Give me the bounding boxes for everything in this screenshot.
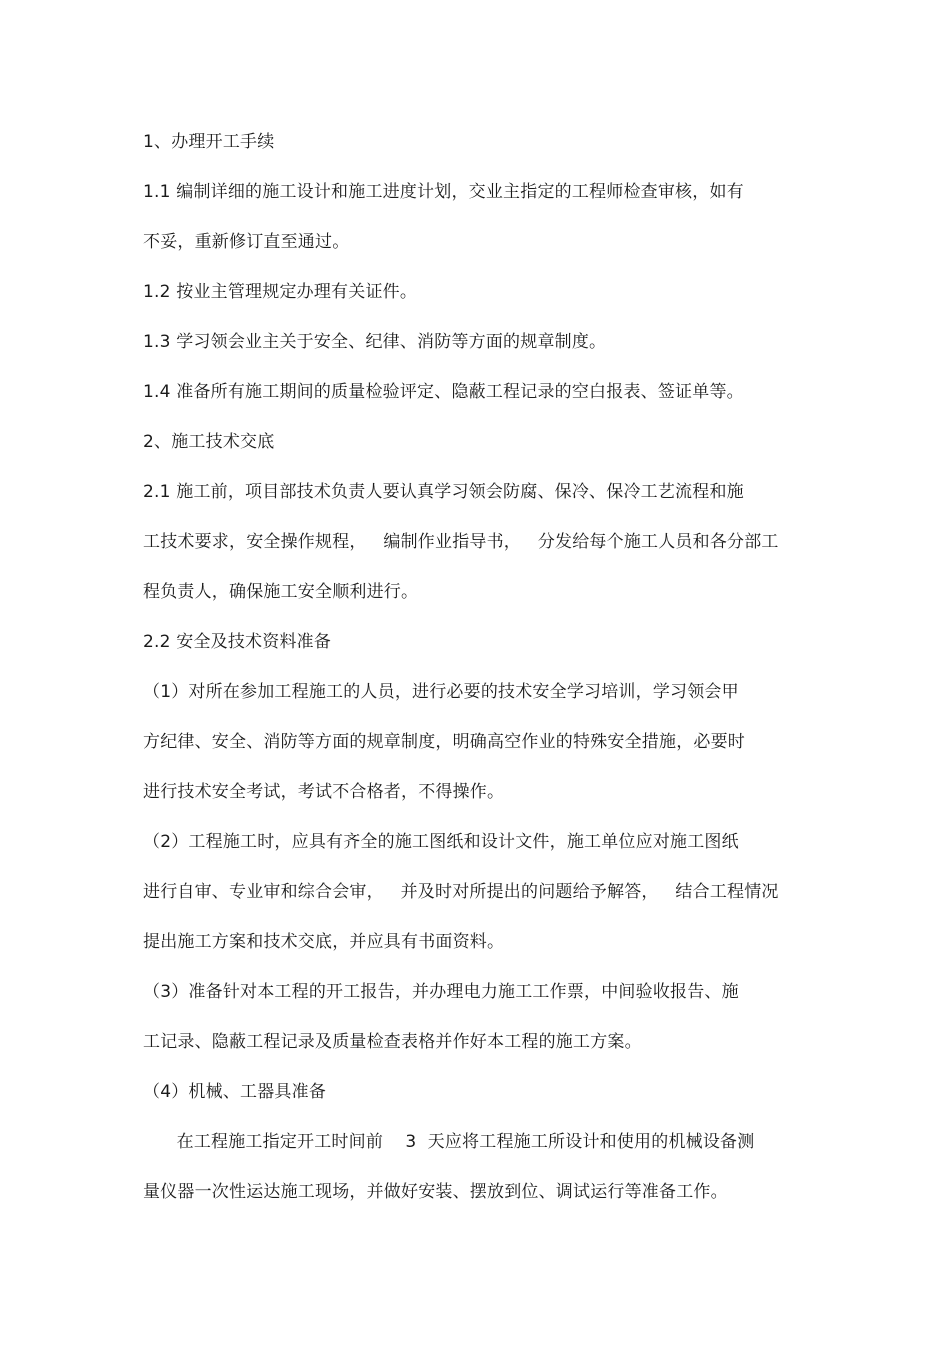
paragraph-line: （2）工程施工时，应具有齐全的施工图纸和设计文件，施工单位应对施工图纸: [143, 832, 739, 852]
paragraph-line: （4）机械、工器具准备: [143, 1082, 327, 1102]
paragraph-line: 1.4 准备所有施工期间的质量检验评定、隐蔽工程记录的空白报表、签证单等。: [143, 382, 744, 402]
paragraph-line: 2.1 施工前，项目部技术负责人要认真学习领会防腐、保冷、保冷工艺流程和施: [143, 482, 744, 502]
paragraph-line: 程负责人，确保施工安全顺利进行。: [143, 582, 419, 602]
paragraph-line: 1.3 学习领会业主关于安全、纪律、消防等方面的规章制度。: [143, 332, 607, 352]
paragraph-line: 提出施工方案和技术交底，并应具有书面资料。: [143, 932, 505, 952]
paragraph-line: 量仪器一次性运达施工现场，并做好安装、摆放到位、调试运行等准备工作。: [143, 1182, 728, 1202]
paragraph-line: （3）准备针对本工程的开工报告，并办理电力施工工作票，中间验收报告、施: [143, 982, 739, 1002]
paragraph-line: 工技术要求，安全操作规程， 编制作业指导书， 分发给每个施工人员和各分部工: [143, 532, 779, 552]
paragraph-line: 不妥，重新修订直至通过。: [143, 232, 350, 252]
paragraph-line: 进行技术安全考试，考试不合格者，不得操作。: [143, 782, 505, 802]
paragraph-line: 1.2 按业主管理规定办理有关证件。: [143, 282, 418, 302]
paragraph-line: 1.1 编制详细的施工设计和施工进度计划，交业主指定的工程师检查审核，如有: [143, 182, 744, 202]
heading-1: 1、办理开工手续: [143, 132, 275, 152]
paragraph-line: 进行自审、专业审和综合会审， 并及时对所提出的问题给予解答， 结合工程情况: [143, 882, 779, 902]
paragraph-line: （1）对所在参加工程施工的人员，进行必要的技术安全学习培训，学习领会甲: [143, 682, 739, 702]
paragraph-line: 方纪律、安全、消防等方面的规章制度，明确高空作业的特殊安全措施，必要时: [143, 732, 745, 752]
paragraph-line: 工记录、隐蔽工程记录及质量检查表格并作好本工程的施工方案。: [143, 1032, 642, 1052]
subheading: 2.2 安全及技术资料准备: [143, 632, 332, 652]
heading-2: 2、施工技术交底: [143, 432, 275, 452]
paragraph-line: 在工程施工指定开工时间前 3 天应将工程施工所设计和使用的机械设备测: [143, 1132, 755, 1152]
